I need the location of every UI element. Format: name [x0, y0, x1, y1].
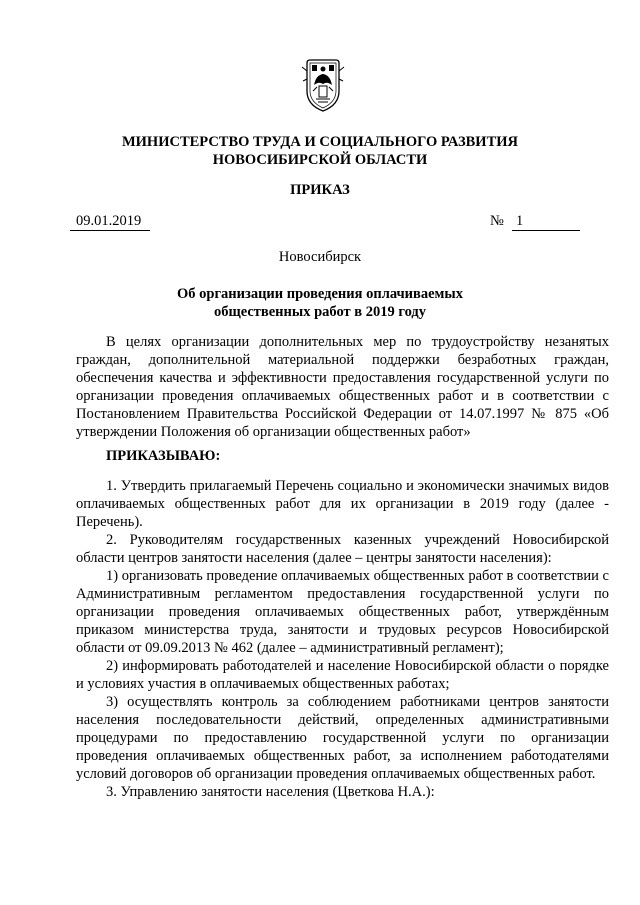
ministry-name	[60, 133, 580, 169]
order-heading: ПРИКАЗЫВАЮ:	[106, 448, 221, 464]
order-subitem-3: 3) осуществлять контроль за соблюдением работниками центров занятости населения последовательности действий, определенных административными процедурами по предоставлению государственной услуги по организации проведения оплачиваемых общественных работ, за исполнением работодателями условий договоров об организации проведения оплачиваемых общественных работ.	[76, 694, 609, 782]
preamble-block	[76, 333, 609, 441]
document-number: 1	[512, 212, 580, 231]
ministry-line-1: МИНИСТЕРСТВО ТРУДА И СОЦИАЛЬНОГО РАЗВИТИЯ	[121, 134, 519, 150]
order-items	[76, 477, 609, 801]
city-name: Новосибирск	[278, 249, 362, 265]
order-item-2: 2. Руководителям государственных казенных учреждений Новосибирской области центров занятости населения (далее – центры занятости населения):	[76, 532, 609, 566]
preamble-paragraph: В целях организации дополнительных мер по трудоустройству незанятых граждан, дополнительной материальной поддержки безработных граждан, обеспечения качества и эффективности предоставления государственной услуги по организации проведения оплачиваемых общественных работ и в соответствии с Постановлением Правительства Российской Федерации от 14.07.1997 № 875 «Об утверждении Положения об организации общественных работ»	[76, 334, 609, 440]
subject-line-1: Об организации проведения оплачиваемых	[176, 286, 463, 302]
order-item-3: 3. Управлению занятости населения (Цветкова Н.А.):	[106, 784, 435, 800]
number-label: №	[490, 213, 504, 229]
subject-line-2: общественных работ в 2019 году	[214, 304, 426, 320]
order-item-1: 1. Утвердить прилагаемый Перечень социально и экономически значимых видов оплачиваемых общественных работ для их организации в 2019 году (далее - Перечень).	[76, 478, 609, 530]
document-type: ПРИКАЗ	[290, 182, 350, 198]
document-subject	[60, 285, 580, 321]
order-subitem-1: 1) организовать проведение оплачиваемых общественных работ в соответствии с Административным регламентом предоставления государственной услуги по организации проведения оплачиваемых общественных работ, утверждённым приказом министерства труда, занятости и трудовых ресурсов Новосибирской области от 09.09.2013 № 462 (далее – административный регламент);	[76, 568, 609, 656]
order-subitem-2: 2) информировать работодателей и население Новосибирской области о порядке и условиях участия в оплачиваемых общественных работах;	[76, 658, 609, 692]
coat-of-arms-icon	[300, 57, 346, 113]
document-date: 09.01.2019	[70, 212, 150, 231]
ministry-line-2: НОВОСИБИРСКОЙ ОБЛАСТИ	[212, 152, 428, 168]
